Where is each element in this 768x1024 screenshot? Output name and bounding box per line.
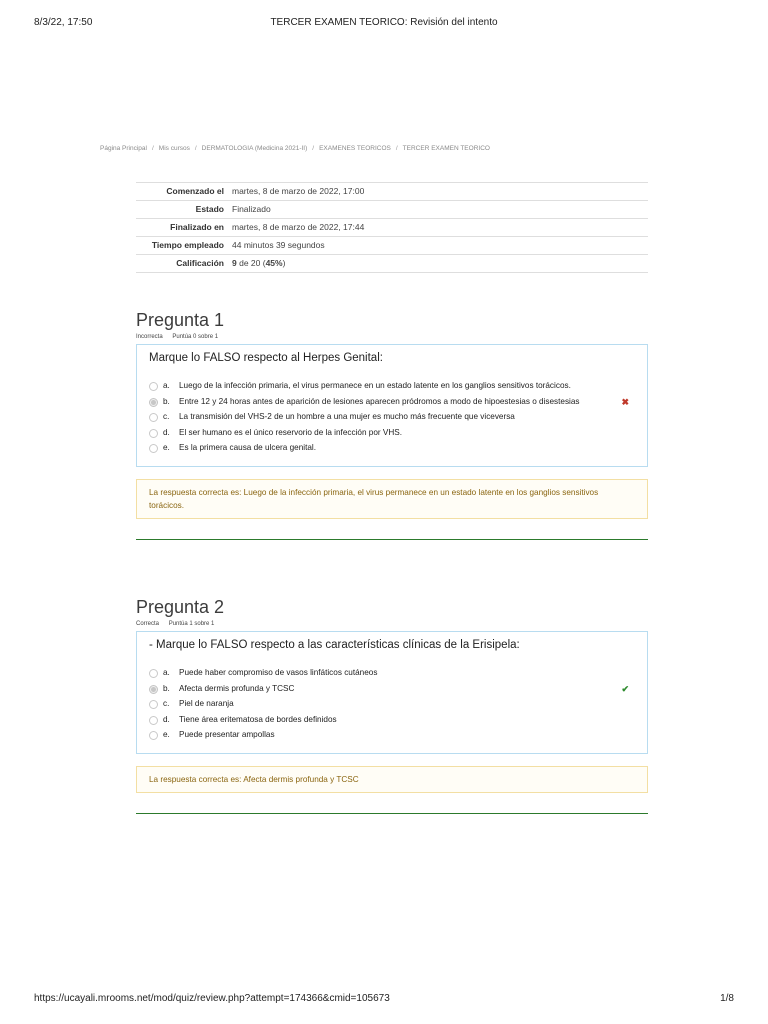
option-c[interactable]	[149, 411, 635, 424]
option-letter: d.	[163, 427, 170, 437]
option-text: Afecta dermis profunda y TCSC	[179, 683, 295, 693]
question-title: Pregunta 2	[136, 597, 225, 617]
breadcrumb-separator: /	[151, 145, 154, 152]
question-divider	[136, 539, 648, 540]
summary-value: martes, 8 de marzo de 2022, 17:44	[232, 222, 365, 232]
option-letter: b.	[163, 396, 170, 406]
option-e[interactable]	[149, 729, 635, 742]
option-a[interactable]	[149, 667, 635, 680]
summary-row-state	[136, 201, 648, 219]
radio-button[interactable]	[149, 731, 158, 740]
radio-button[interactable]	[149, 669, 158, 678]
print-page-number: 1/8	[720, 993, 734, 1004]
breadcrumb-course[interactable]: DERMATOLOGIA (Medicina 2021-II)	[201, 145, 308, 152]
option-text: Luego de la infección primaria, el virus permanece en un estado latente en los ganglios sensitivos torácicos.	[179, 381, 571, 390]
option-d[interactable]	[149, 427, 635, 440]
breadcrumb	[100, 145, 490, 152]
summary-label: Comenzado el	[166, 186, 224, 196]
grade-of: de 20 (	[236, 258, 266, 268]
option-letter: e.	[163, 730, 170, 739]
option-letter: a.	[163, 668, 170, 677]
summary-row-finished	[136, 219, 648, 237]
option-letter: c.	[163, 412, 170, 421]
print-url: https://ucayali.mrooms.net/mod/quiz/review.php?attempt=174366&cmid=105673	[34, 993, 390, 1004]
radio-button[interactable]	[149, 413, 158, 422]
breadcrumb-home[interactable]: Página Principal	[100, 145, 147, 152]
option-text: Puede haber compromiso de vasos linfáticos cutáneos	[179, 668, 378, 677]
radio-button-selected[interactable]	[149, 685, 158, 694]
grade-percent: 45%	[265, 258, 283, 268]
option-text: La transmisión del VHS-2 de un hombre a una mujer es mucho más frecuente que viceversa	[179, 412, 515, 421]
question-status: Incorrecta	[136, 334, 163, 340]
option-c[interactable]	[149, 698, 635, 711]
summary-value: 44 minutos 39 segundos	[232, 240, 325, 250]
question-text: - Marque lo FALSO respecto a las características clínicas de la Erisipela:	[149, 639, 520, 651]
option-text: Tiene área eritematosa de bordes definidos	[179, 714, 337, 724]
option-b[interactable]	[149, 683, 635, 696]
summary-row-started	[136, 183, 648, 201]
breadcrumb-separator: /	[312, 145, 315, 152]
option-letter: d.	[163, 714, 170, 724]
attempt-summary-table	[136, 182, 648, 273]
print-title: TERCER EXAMEN TEORICO: Revisión del intento	[270, 17, 498, 28]
question-divider	[136, 813, 648, 814]
summary-value: martes, 8 de marzo de 2022, 17:00	[232, 186, 365, 196]
option-text: Puede presentar ampollas	[179, 730, 275, 739]
question-points: Puntúa 1 sobre 1	[168, 621, 215, 627]
correct-answer-feedback: La respuesta correcta es: Afecta dermis profunda y TCSC	[136, 766, 648, 793]
radio-button[interactable]	[149, 444, 158, 453]
option-letter: e.	[163, 443, 170, 452]
summary-value: Finalizado	[232, 204, 271, 214]
check-icon: ✔	[621, 683, 629, 694]
option-letter: c.	[163, 699, 170, 708]
option-text: Es la primera causa de ulcera genital.	[179, 443, 316, 452]
question-status: Correcta	[136, 621, 160, 627]
summary-label: Tiempo empleado	[151, 240, 224, 250]
radio-button[interactable]	[149, 716, 158, 725]
question-meta	[136, 334, 648, 342]
option-text: Piel de naranja	[179, 699, 234, 708]
option-b[interactable]	[149, 396, 635, 409]
option-e[interactable]	[149, 442, 635, 455]
radio-button[interactable]	[149, 429, 158, 438]
question-2	[136, 596, 648, 814]
option-text: Entre 12 y 24 horas antes de aparición de lesiones aparecen pródromos a modo de hipoestesias o disestesias	[179, 396, 580, 406]
breadcrumb-separator: /	[395, 145, 398, 152]
option-letter: b.	[163, 683, 170, 693]
summary-row-time	[136, 237, 648, 255]
breadcrumb-my-courses[interactable]: Mis cursos	[158, 145, 190, 152]
summary-label: Finalizado en	[170, 222, 224, 232]
question-meta	[136, 621, 648, 629]
radio-button-selected[interactable]	[149, 398, 158, 407]
summary-row-grade	[136, 255, 648, 273]
breadcrumb-quiz[interactable]: TERCER EXAMEN TEORICO	[402, 145, 490, 152]
radio-button[interactable]	[149, 700, 158, 709]
option-letter: a.	[163, 381, 170, 390]
grade-value	[229, 255, 648, 273]
option-a[interactable]	[149, 380, 635, 393]
breadcrumb-separator: /	[194, 145, 197, 152]
question-box	[136, 344, 648, 467]
print-header	[0, 17, 768, 31]
cross-icon: ✖	[621, 396, 629, 407]
summary-label: Estado	[195, 204, 224, 214]
print-datetime: 8/3/22, 17:50	[34, 17, 93, 28]
question-title: Pregunta 1	[136, 310, 225, 330]
question-1	[136, 309, 648, 540]
question-box	[136, 631, 648, 754]
question-points: Puntúa 0 sobre 1	[172, 334, 219, 340]
option-text: El ser humano es el único reservorio de la infección por VHS.	[179, 427, 402, 437]
grade-score: 9	[232, 258, 237, 268]
grade-close: )	[282, 258, 286, 268]
summary-label: Calificación	[176, 258, 224, 268]
question-text: Marque lo FALSO respecto al Herpes Genital:	[149, 352, 383, 364]
option-d[interactable]	[149, 714, 635, 727]
radio-button[interactable]	[149, 382, 158, 391]
breadcrumb-section[interactable]: EXAMENES TEORICOS	[319, 145, 391, 152]
print-footer	[0, 993, 768, 1007]
correct-answer-feedback: La respuesta correcta es: Luego de la infección primaria, el virus permanece en un estado latente en los ganglios sensitivos torácicos.	[136, 479, 648, 519]
